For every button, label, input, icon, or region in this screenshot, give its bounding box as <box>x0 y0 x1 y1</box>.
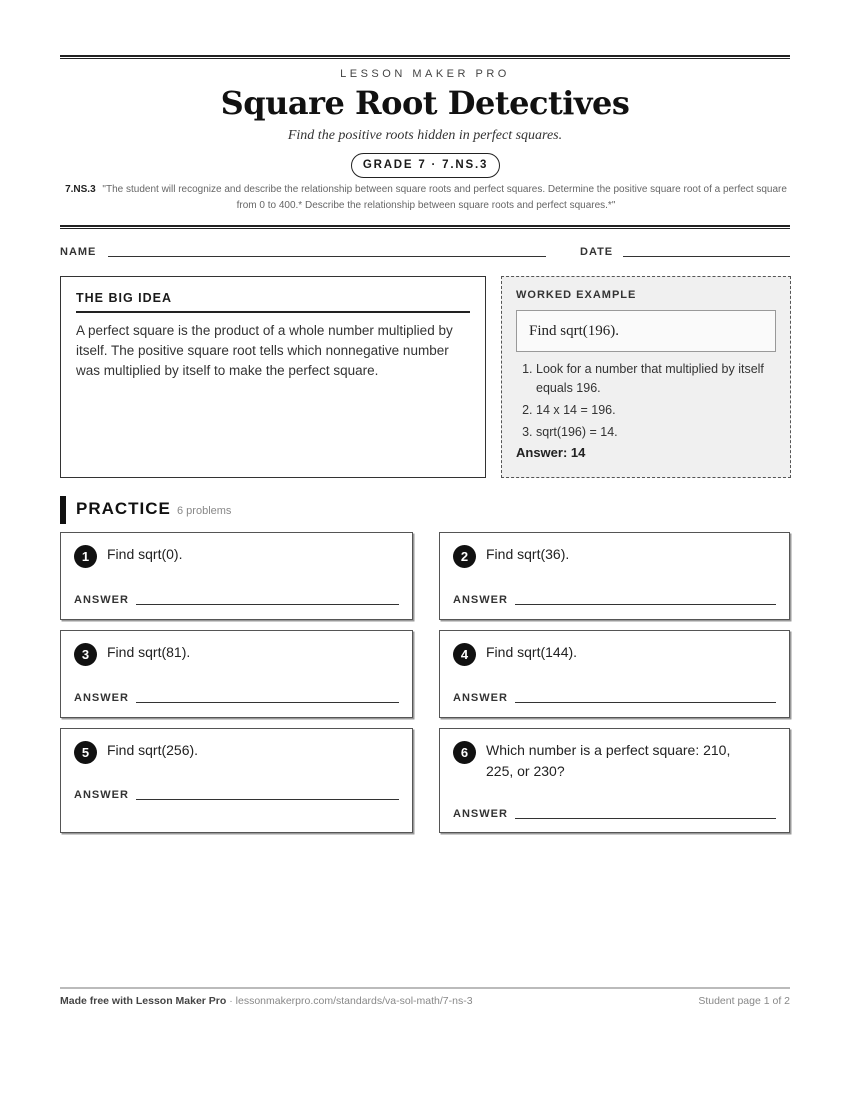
problem-number-badge: 1 <box>74 545 97 568</box>
brand-name: LESSON MAKER PRO <box>340 68 510 80</box>
footer-page-number: Student page 1 of 2 <box>698 995 790 1007</box>
problem-number-badge: 6 <box>453 741 476 764</box>
answer-field[interactable] <box>136 702 399 703</box>
footer-rule <box>60 987 790 989</box>
practice-count: 6 problems <box>177 505 232 517</box>
answer-field[interactable] <box>136 604 399 605</box>
problem-number-badge: 2 <box>453 545 476 568</box>
grade-badge: GRADE 7 · 7.NS.3 <box>351 153 500 178</box>
problem-question: Find sqrt(256). <box>107 742 199 758</box>
answer-label: ANSWER <box>453 692 508 704</box>
problem-number-badge: 5 <box>74 741 97 764</box>
date-field[interactable] <box>623 256 790 257</box>
worked-step: 3. sqrt(196) = 14. <box>536 423 776 442</box>
worked-example-heading: WORKED EXAMPLE <box>516 289 637 301</box>
worked-step: 1. Look for a number that multiplied by itself equals 196. <box>536 360 776 398</box>
problem-question: Find sqrt(81). <box>107 644 191 660</box>
worked-step: 2. 14 x 14 = 196. <box>536 401 776 420</box>
problem-question: Find sqrt(144). <box>486 644 578 660</box>
problem-card-3 <box>60 630 413 718</box>
answer-label: ANSWER <box>74 594 129 606</box>
date-label: DATE <box>580 246 614 258</box>
answer-field[interactable] <box>515 604 776 605</box>
footer-url[interactable]: · lessonmakerpro.com/standards/va-sol-math/7-ns-3 <box>226 995 473 1007</box>
problem-question: Find sqrt(0). <box>107 546 183 562</box>
answer-field[interactable] <box>515 702 776 703</box>
worked-example-steps <box>516 360 776 442</box>
standard-description <box>60 182 792 214</box>
answer-field[interactable] <box>515 818 776 819</box>
footer-credit <box>60 995 473 1007</box>
header-top-rule <box>60 55 790 59</box>
big-idea-text: A perfect square is the product of a whole number multiplied by itself. The positive square root tells which nonnegative number was multiplied by itself to make the perfect square. <box>76 323 453 378</box>
practice-heading: PRACTICE <box>76 499 171 518</box>
problem-card-2 <box>439 532 790 620</box>
problem-card-1 <box>60 532 413 620</box>
worked-example-box <box>501 276 791 478</box>
standard-code: 7.NS.3 <box>65 184 96 195</box>
page-title: Square Root Detectives <box>220 84 630 122</box>
problem-question: Find sqrt(36). <box>486 546 570 562</box>
name-label: NAME <box>60 246 97 258</box>
answer-label: ANSWER <box>453 808 508 820</box>
page-subtitle: Find the positive roots hidden in perfect squares. <box>287 128 563 143</box>
problem-card-6 <box>439 728 790 833</box>
answer-label: ANSWER <box>453 594 508 606</box>
problem-card-5 <box>60 728 413 833</box>
standard-text: "The student will recognize and describe the relationship between square roots and perfect squares. Determine the positive square root of a perfect square from 0 to 400.* Describe the relationship between square roots and perfect squares.*" <box>102 184 787 211</box>
problem-question: Which number is a perfect square: 210, 225, or 230? <box>486 742 731 779</box>
worked-example-prompt: Find sqrt(196). <box>516 310 776 352</box>
header-bottom-rule <box>60 225 790 229</box>
problem-number-badge: 3 <box>74 643 97 666</box>
problem-number-badge: 4 <box>453 643 476 666</box>
answer-label: ANSWER <box>74 789 129 801</box>
answer-label: ANSWER <box>74 692 129 704</box>
big-idea-box <box>60 276 486 478</box>
problem-card-4 <box>439 630 790 718</box>
name-field[interactable] <box>108 256 546 257</box>
footer-made-with: Made free with Lesson Maker Pro <box>60 995 227 1007</box>
big-idea-heading: THE BIG IDEA <box>76 291 470 313</box>
worked-example-answer: Answer: 14 <box>516 445 586 460</box>
practice-accent-bar <box>60 496 66 524</box>
answer-field[interactable] <box>136 799 399 800</box>
